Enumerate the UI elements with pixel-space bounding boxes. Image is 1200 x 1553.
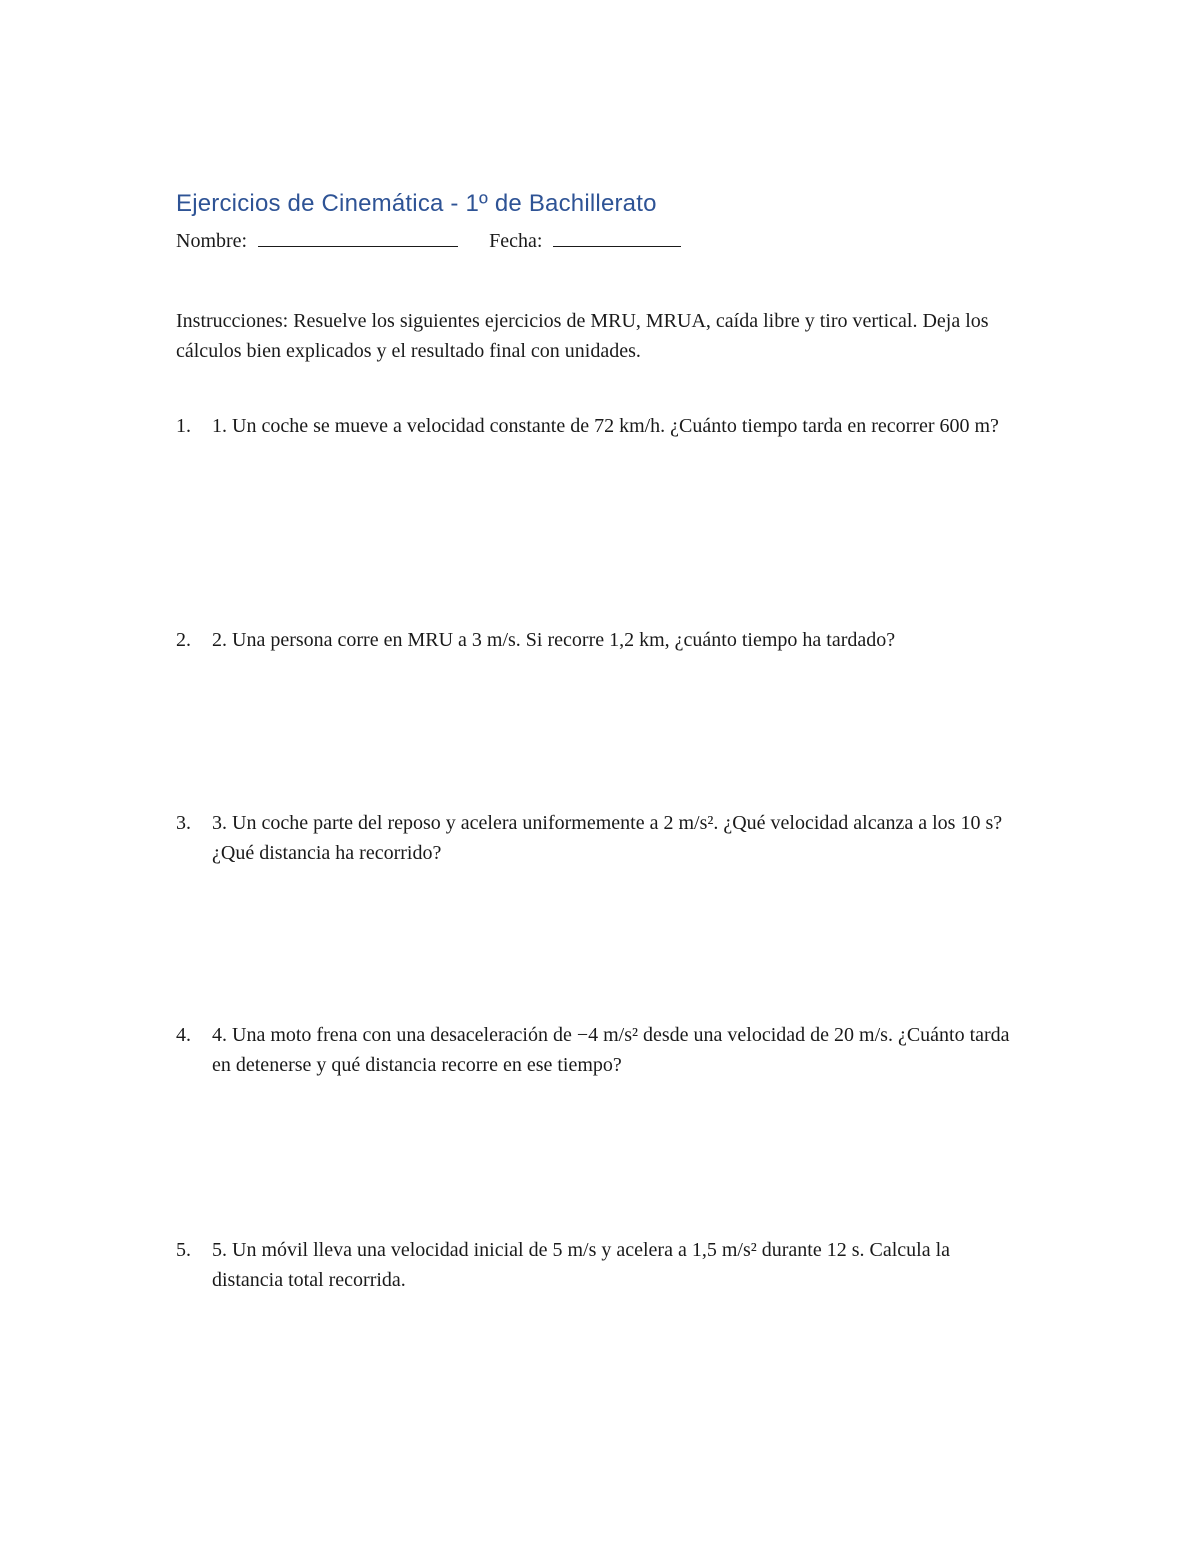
exercise-number: 2. bbox=[176, 629, 191, 651]
exercise-text: 3. Un coche parte del reposo y acelera uniformemente a 2 m/s². ¿Qué velocidad alcanza a los 10 s? ¿Qué distancia ha recorrido? bbox=[212, 812, 1003, 864]
name-blank-line[interactable] bbox=[258, 228, 458, 247]
date-label: Fecha: bbox=[489, 230, 543, 252]
exercise-item-5 bbox=[176, 1235, 1026, 1295]
exercise-item-4 bbox=[176, 1020, 1026, 1080]
exercise-number: 1. bbox=[176, 415, 191, 437]
document-title: Ejercicios de Cinemática - 1º de Bachillerato bbox=[176, 190, 657, 217]
exercise-number: 3. bbox=[176, 812, 191, 834]
exercise-item-1 bbox=[176, 411, 1026, 441]
name-field bbox=[176, 228, 458, 253]
exercise-number: 4. bbox=[176, 1024, 191, 1046]
exercise-text: 2. Una persona corre en MRU a 3 m/s. Si recorre 1,2 km, ¿cuánto tiempo ha tardado? bbox=[212, 629, 896, 651]
date-blank-line[interactable] bbox=[553, 228, 681, 247]
date-field bbox=[489, 228, 681, 253]
exercise-text: 4. Una moto frena con una desaceleración de −4 m/s² desde una velocidad de 20 m/s. ¿Cuánto tarda en detenerse y qué distancia recorre en ese tiempo? bbox=[212, 1024, 1010, 1076]
instructions-paragraph: Instrucciones: Resuelve los siguientes ejercicios de MRU, MRUA, caída libre y tiro vertical. Deja los cálculos bien explicados y el resultado final con unidades. bbox=[176, 310, 989, 362]
exercise-item-3 bbox=[176, 808, 1026, 868]
exercise-number: 5. bbox=[176, 1239, 191, 1261]
name-label: Nombre: bbox=[176, 230, 248, 252]
exercise-item-2 bbox=[176, 625, 1026, 655]
exercise-text: 5. Un móvil lleva una velocidad inicial de 5 m/s y acelera a 1,5 m/s² durante 12 s. Calcula la distancia total recorrida. bbox=[212, 1239, 950, 1291]
exercise-text: 1. Un coche se mueve a velocidad constante de 72 km/h. ¿Cuánto tiempo tarda en recorrer 600 m? bbox=[212, 415, 999, 437]
student-info-row bbox=[176, 228, 681, 253]
